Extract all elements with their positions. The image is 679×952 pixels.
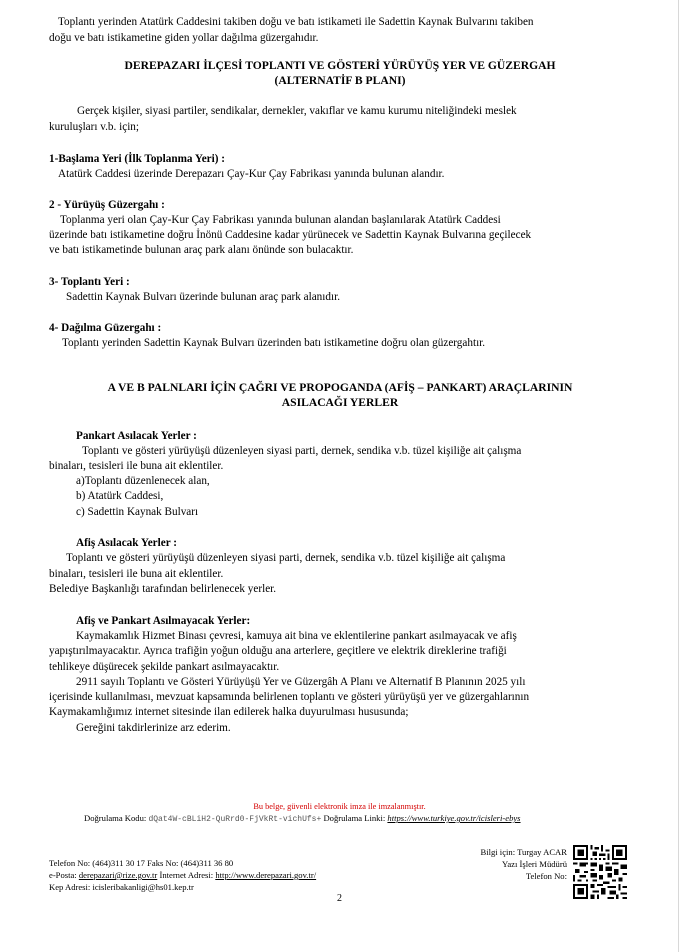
paragraph-line: ve batı istikametinde bulunan araç park alanı önünde son bulacaktır. — [49, 244, 354, 256]
section-title: ASILACAĞI YERLER — [281, 396, 399, 409]
list-item: c) Sadettin Kaynak Bulvarı — [76, 506, 199, 518]
info-title: Yazı İşleri Müdürü — [501, 859, 567, 869]
subheading: 3- Toplantı Yeri : — [49, 276, 130, 288]
paragraph-line: Sadettin Kaynak Bulvarı üzerinde bulunan araç park alanıdır. — [66, 291, 340, 303]
paragraph-line: kuruluşları v.b. için; — [49, 121, 140, 133]
subheading: 4- Dağılma Güzergahı : — [49, 322, 162, 334]
list-item: b) Atatürk Caddesi, — [76, 490, 164, 502]
email-link[interactable]: derepazari@rize.gov.tr — [78, 870, 158, 880]
qr-code-icon — [573, 845, 627, 899]
paragraph-line: Kaymakamlığımız internet sitesinde ilan edilerek halka duyurulması hususunda; — [49, 706, 409, 718]
kep-address: Kep Adresi: icisleribakanligi@hs01.kep.tr — [49, 882, 194, 892]
paragraph-line: içerisinde kullanılması, mevzuat kapsamında belirlenen toplantı ve gösteri yürüyüşü yer ve güzergahlarının — [49, 691, 530, 703]
paragraph-line: Belediye Başkanlığı tarafından belirlenecek yerler. — [49, 583, 277, 595]
paragraph-line: binaları, tesisleri ile buna ait eklentiler. — [49, 568, 224, 580]
paragraph-line: Atatürk Caddesi üzerinde Derepazarı Çay-Kur Çay Fabrikası yanında bulunan alandır. — [58, 168, 445, 180]
contact-phone: Telefon No: (464)311 30 17 Faks No: (464)311 36 80 — [49, 858, 234, 868]
section-title: A VE B PALNLARI İÇİN ÇAĞRI VE PROPOGANDA (AFİŞ – PANKART) ARAÇLARININ — [107, 381, 573, 394]
paragraph-line: yapıştırılmayacaktır. Ayrıca trafiğin yoğun olduğu ana arterlere, geçitlere ve elektrik direklerine trafiği — [49, 645, 507, 657]
subheading: 2 - Yürüyüş Güzergahı : — [49, 199, 165, 211]
website-link[interactable]: http://www.derepazari.gov.tr/ — [215, 870, 317, 880]
paragraph-line: Toplantı yerinden Sadettin Kaynak Bulvarı üzerinden batı istikametine doğru olan güzergahtır. — [62, 337, 486, 349]
intro-line: Toplantı yerinden Atatürk Caddesini takiben doğu ve batı istikameti ile Sadettin Kaynak Bulvarını takiben — [58, 16, 534, 28]
info-contact: Bilgi için: Turgay ACAR — [480, 847, 567, 857]
subheading: Afiş Asılacak Yerler : — [76, 537, 177, 549]
subheading: Afiş ve Pankart Asılmayacak Yerler: — [76, 615, 251, 627]
paragraph-line: 2911 sayılı Toplantı ve Gösteri Yürüyüşü Yer ve Güzergâh A Planı ve Alternatif B Planının 2025 yılı — [76, 676, 526, 688]
verify-link[interactable]: https://www.turkiye.gov.tr/icisleri-ebys — [387, 813, 521, 823]
paragraph-line: binaları, tesisleri ile buna ait eklentiler. — [49, 460, 224, 472]
paragraph-line: Toplanma yeri olan Çay-Kur Çay Fabrikası yanında bulunan alandan başlanılarak Atatürk Caddesi — [60, 214, 501, 226]
contact-web: e-Posta: derepazari@rize.gov.tr İnternet Adresi: http://www.derepazari.gov.tr/ — [49, 870, 317, 880]
paragraph-line: tehlikeye düşürecek şekilde pankart asılmayacaktır. — [49, 661, 280, 673]
verify-link-label: Doğrulama Linki: — [323, 813, 386, 823]
subheading: 1-Başlama Yeri (İlk Toplanma Yeri) : — [49, 153, 225, 165]
info-phone: Telefon No: — [525, 871, 567, 881]
paragraph-line: Toplantı ve gösteri yürüyüşü düzenleyen siyasi parti, dernek, sendika v.b. tüzel kişiliğe ait çalışma — [82, 445, 522, 457]
section-title: (ALTERNATİF B PLANI) — [274, 74, 406, 87]
subheading: Pankart Asılacak Yerler : — [76, 430, 197, 442]
paragraph-line: Kaymakamlık Hizmet Binası çevresi, kamuya ait bina ve eklentilerine pankart asılmayacak ve afiş — [76, 630, 517, 642]
paragraph-line: üzerinde batı istikametine doğru İnönü Caddesine kadar yürünecek ve Sadettin Kaynak Bulvarına geçilecek — [49, 229, 532, 241]
paragraph-line: Toplantı ve gösteri yürüyüşü düzenleyen siyasi parti, dernek, sendika v.b. tüzel kişiliğe ait çalışma — [66, 552, 506, 564]
list-item: a)Toplantı düzenlenecek alan, — [76, 475, 210, 487]
intro-line: doğu ve batı istikametine giden yollar dağılma güzergahıdır. — [49, 32, 319, 44]
closing-line: Gereğini takdirlerinize arz ederim. — [76, 722, 231, 734]
paragraph-line: Gerçek kişiler, siyasi partiler, sendikalar, dernekler, vakıflar ve kamu kurumu niteliğindeki meslek — [77, 105, 517, 117]
section-title: DEREPAZARI İLÇESİ TOPLANTI VE GÖSTERİ YÜRÜYÜŞ YER VE GÜZERGAH — [124, 59, 556, 72]
verification-line — [84, 813, 521, 825]
verify-code-label: Doğrulama Kodu: — [84, 813, 147, 823]
page-number: 2 — [337, 893, 342, 904]
verify-code: dQat4W-cBLiH2-QuRrd0-FjVkRt-vichUfs+ — [148, 815, 322, 824]
esign-notice: Bu belge, güvenli elektronik imza ile imzalanmıştır. — [253, 802, 426, 811]
